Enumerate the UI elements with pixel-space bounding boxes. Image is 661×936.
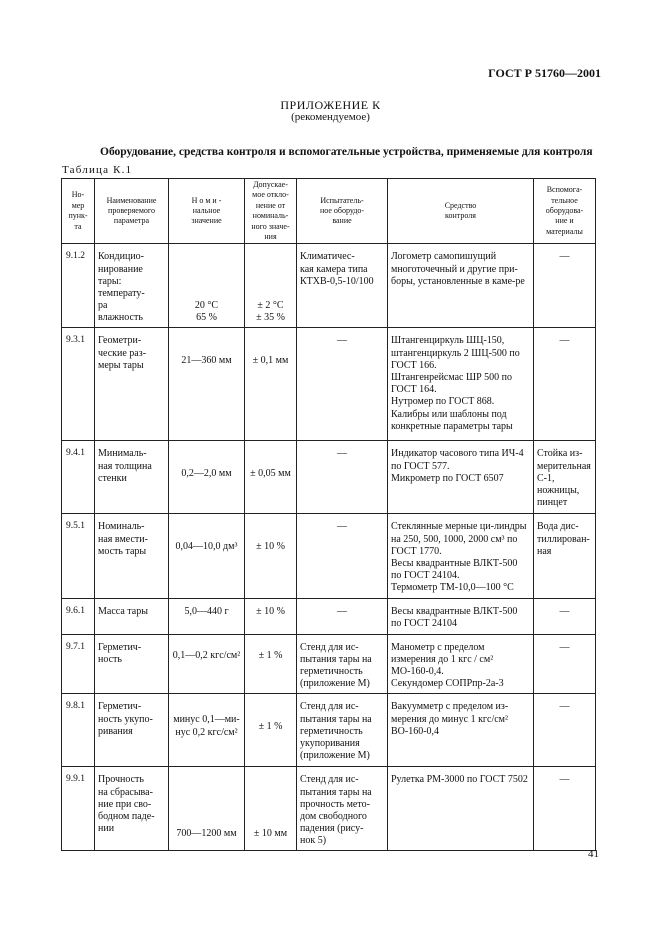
table-header-row xyxy=(62,179,596,244)
col-header-control: Средство контроля xyxy=(388,179,534,244)
row-number: 9.6.1 xyxy=(62,598,95,634)
row-tolerance: ± 0,1 мм xyxy=(245,328,297,441)
equipment-table xyxy=(61,178,596,851)
row-nominal: минус 0,1—ми- нус 0,2 кгс/см² xyxy=(169,694,245,767)
row-tolerance: ± 0,05 мм xyxy=(245,441,297,514)
row-aux: Вода дис- тиллирован- ная xyxy=(534,514,596,598)
row-test-equipment: Стенд для ис- пытания тары на герметичность укупоривания (приложение М) xyxy=(297,694,388,767)
row-control: Логометр самопишущий многоточечный и другие при-боры, установленные в каме-ре xyxy=(388,244,534,328)
table-row xyxy=(62,634,596,694)
row-parameter: Герметич- ность xyxy=(95,634,169,694)
table-row xyxy=(62,328,596,441)
row-test-equipment: — xyxy=(297,328,388,441)
row-tolerance: ± 10 % xyxy=(245,598,297,634)
row-nominal: 0,1—0,2 кгс/см² xyxy=(169,634,245,694)
row-tolerance: ± 2 °С ± 35 % xyxy=(245,244,297,328)
row-nominal: 5,0—440 г xyxy=(169,598,245,634)
standard-number: ГОСТ Р 51760—2001 xyxy=(488,66,601,80)
row-test-equipment: Стенд для ис- пытания тары на прочность мето- дом свободного падения (рису- нок 5) xyxy=(297,767,388,851)
row-aux: Стойка из- мерительная С-1, ножницы, пинцет xyxy=(534,441,596,514)
row-number: 9.7.1 xyxy=(62,634,95,694)
row-tolerance: ± 1 % xyxy=(245,694,297,767)
row-nominal: 0,04—10,0 дм³ xyxy=(169,514,245,598)
row-parameter-top: Кондицио- нирование тары: температу- ра xyxy=(98,251,145,312)
row-aux: — xyxy=(534,598,596,634)
row-aux: — xyxy=(534,767,596,851)
row-parameter: Геометри- ческие раз- меры тары xyxy=(95,328,169,441)
row-number: 9.5.1 xyxy=(62,514,95,598)
page-number: 41 xyxy=(588,848,599,860)
row-parameter: Минималь- ная толщина стенки xyxy=(95,441,169,514)
row-parameter: Масса тары xyxy=(95,598,169,634)
row-number: 9.4.1 xyxy=(62,441,95,514)
row-control: Штангенциркуль ШЦ-150, штангенциркуль 2 ШЦ-500 по ГОСТ 166. Штангенрейсмас ШР 500 по ГОСТ 164. Нутромер по ГОСТ 868. Калибры или шаблоны под конкретные параметры тары xyxy=(388,328,534,441)
row-control: Манометр с пределом измерения до 1 кгс / см² МО-160-0,4. Секундомер СОПРпр-2а-3 xyxy=(388,634,534,694)
appendix-title: ПРИЛОЖЕНИЕ К xyxy=(280,98,381,112)
row-tolerance: ± 10 % xyxy=(245,514,297,598)
col-header-param: Наименование проверяемого параметра xyxy=(95,179,169,244)
row-nominal: 700—1200 мм xyxy=(169,767,245,851)
table-row xyxy=(62,514,596,598)
row-control: Стеклянные мерные ци-линдры на 250, 500, 1000, 2000 см³ по ГОСТ 1770. Весы квадрантные ВЛКТ-500 по ГОСТ 24104. Термометр ТМ-10,0—100 °С xyxy=(388,514,534,598)
table-caption: Таблица К.1 xyxy=(62,164,133,176)
row-number: 9.9.1 xyxy=(62,767,95,851)
row-aux: — xyxy=(534,328,596,441)
row-nominal: 0,2—2,0 мм xyxy=(169,441,245,514)
col-header-num: Но- мер пунк- та xyxy=(62,179,95,244)
row-parameter xyxy=(95,244,169,328)
row-test-equipment: Климатичес- кая камера типа КТХВ-0,5-10/100 xyxy=(297,244,388,328)
row-number: 9.8.1 xyxy=(62,694,95,767)
row-control: Рулетка РМ-3000 по ГОСТ 7502 xyxy=(388,767,534,851)
row-control: Весы квадрантные ВЛКТ-500 по ГОСТ 24104 xyxy=(388,598,534,634)
row-number: 9.1.2 xyxy=(62,244,95,328)
row-control: Вакуумметр с пределом из-мерения до минус 1 кгс/см² ВО-160-0,4 xyxy=(388,694,534,767)
row-aux: — xyxy=(534,244,596,328)
row-test-equipment: Стенд для ис- пытания тары на герметичность (приложение М) xyxy=(297,634,388,694)
row-parameter-bottom: влажность xyxy=(98,312,143,324)
row-parameter: Номиналь- ная вмести- мость тары xyxy=(95,514,169,598)
col-header-tolerance: Допускае- мое откло- нение от номиналь- ного значе- ния xyxy=(245,179,297,244)
table-row xyxy=(62,694,596,767)
row-parameter: Прочность на сбрасыва- ние при сво- бодном паде- нии xyxy=(95,767,169,851)
row-nominal: 21—360 мм xyxy=(169,328,245,441)
col-header-aux: Вспомога- тельное оборудова- ние и материалы xyxy=(534,179,596,244)
row-control: Индикатор часового типа ИЧ-4 по ГОСТ 577. Микрометр по ГОСТ 6507 xyxy=(388,441,534,514)
row-test-equipment: — xyxy=(297,441,388,514)
table-row xyxy=(62,441,596,514)
row-parameter: Герметич- ность укупо- ривания xyxy=(95,694,169,767)
table-row xyxy=(62,244,596,328)
row-tolerance: ± 1 % xyxy=(245,634,297,694)
row-aux: — xyxy=(534,634,596,694)
row-aux: — xyxy=(534,694,596,767)
table-row xyxy=(62,767,596,851)
col-header-test-equipment: Испытатель- ное оборудо- вание xyxy=(297,179,388,244)
row-nominal: 20 °С 65 % xyxy=(169,244,245,328)
row-tolerance: ± 10 мм xyxy=(245,767,297,851)
section-heading: Оборудование, средства контроля и вспомогательные устройства, применяемые для контроля xyxy=(100,146,593,158)
row-number: 9.3.1 xyxy=(62,328,95,441)
col-header-nominal: Н о м и - нальное значение xyxy=(169,179,245,244)
row-test-equipment: — xyxy=(297,514,388,598)
table-row xyxy=(62,598,596,634)
row-test-equipment: — xyxy=(297,598,388,634)
appendix-subtitle: (рекомендуемое) xyxy=(291,111,370,123)
